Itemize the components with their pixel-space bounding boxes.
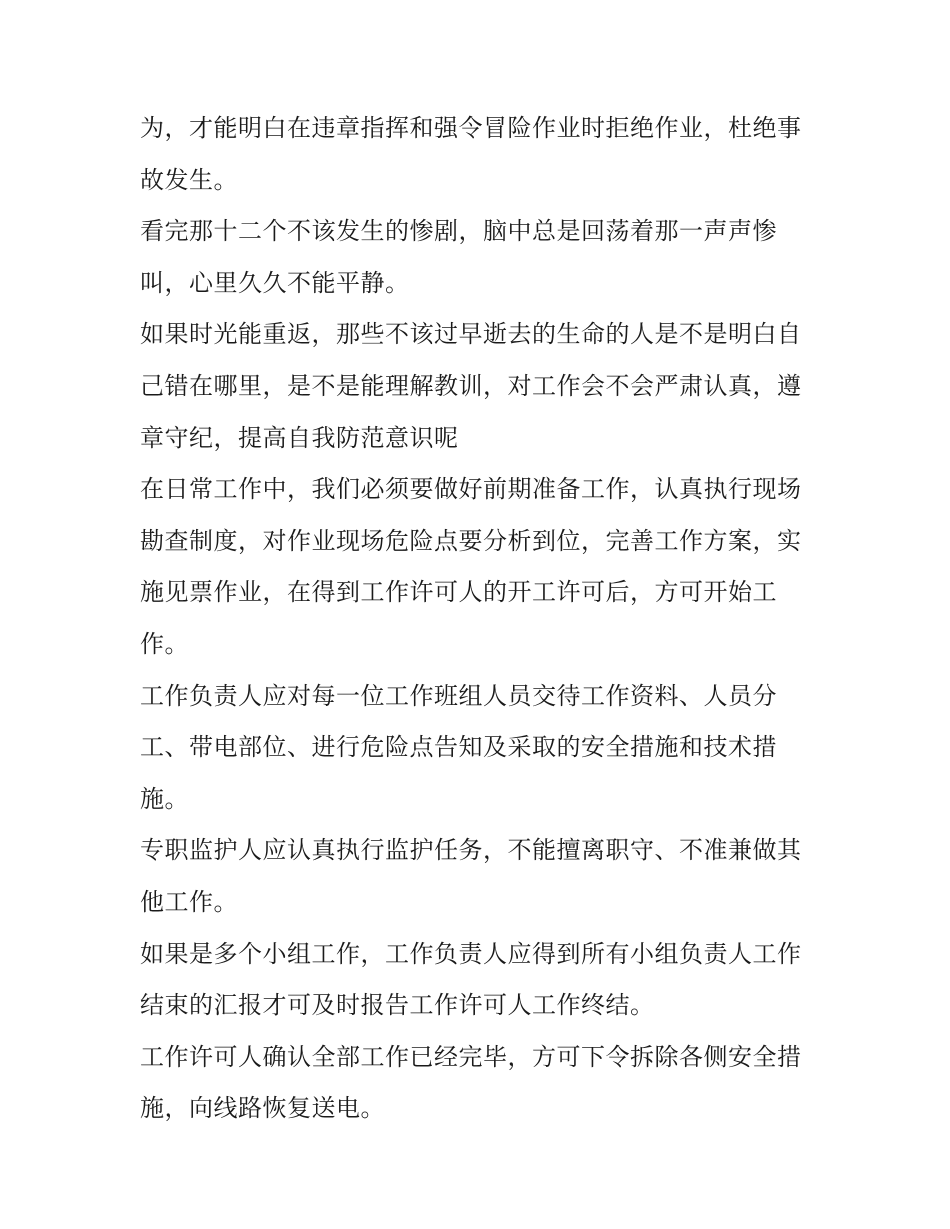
text-line: 勘查制度，对作业现场危险点要分析到位，完善工作方案，实 [140, 526, 802, 555]
text-line: 故发生。 [140, 165, 238, 194]
paragraph [140, 825, 820, 928]
paragraph [140, 103, 820, 206]
paragraph [140, 464, 820, 670]
text-line: 工作负责人应对每一位工作班组人员交待工作资料、人员分 [140, 681, 777, 710]
text-line: 看完那十二个不该发生的惨剧，脑中总是回荡着那一声声惨 [140, 217, 777, 246]
text-line: 结束的汇报才可及时报告工作许可人工作终结。 [140, 991, 655, 1020]
text-line: 工、带电部位、进行危险点告知及采取的安全措施和技术措 [140, 733, 777, 762]
document-page [140, 103, 820, 1135]
text-line: 施。 [140, 784, 189, 813]
text-line: 为，才能明白在违章指挥和强令冒险作业时拒绝作业，杜绝事 [140, 114, 802, 142]
paragraph [140, 929, 820, 1032]
text-line: 叫，心里久久不能平静。 [140, 268, 410, 297]
text-line: 己错在哪里，是不是能理解教训，对工作会不会严肃认真，遵 [140, 371, 802, 400]
paragraph [140, 671, 820, 826]
text-line: 如果时光能重返，那些不该过早逝去的生命的人是不是明白自 [140, 320, 802, 349]
text-line: 他工作。 [140, 887, 238, 916]
paragraph [140, 206, 820, 309]
text-line: 如果是多个小组工作，工作负责人应得到所有小组负责人工作 [140, 939, 802, 968]
text-line: 章守纪，提高自我防范意识呢 [140, 423, 459, 452]
text-line: 专职监护人应认真执行监护任务，不能擅离职守、不准兼做其 [140, 836, 802, 865]
paragraph [140, 1032, 820, 1135]
text-line: 施，向线路恢复送电。 [140, 1094, 385, 1123]
text-line: 工作许可人确认全部工作已经完毕，方可下令拆除各侧安全措 [140, 1042, 802, 1071]
text-line: 作。 [140, 629, 189, 658]
paragraph [140, 309, 820, 464]
text-line: 在日常工作中，我们必须要做好前期准备工作，认真执行现场 [140, 475, 802, 504]
text-line: 施见票作业，在得到工作许可人的开工许可后，方可开始工 [140, 578, 777, 607]
